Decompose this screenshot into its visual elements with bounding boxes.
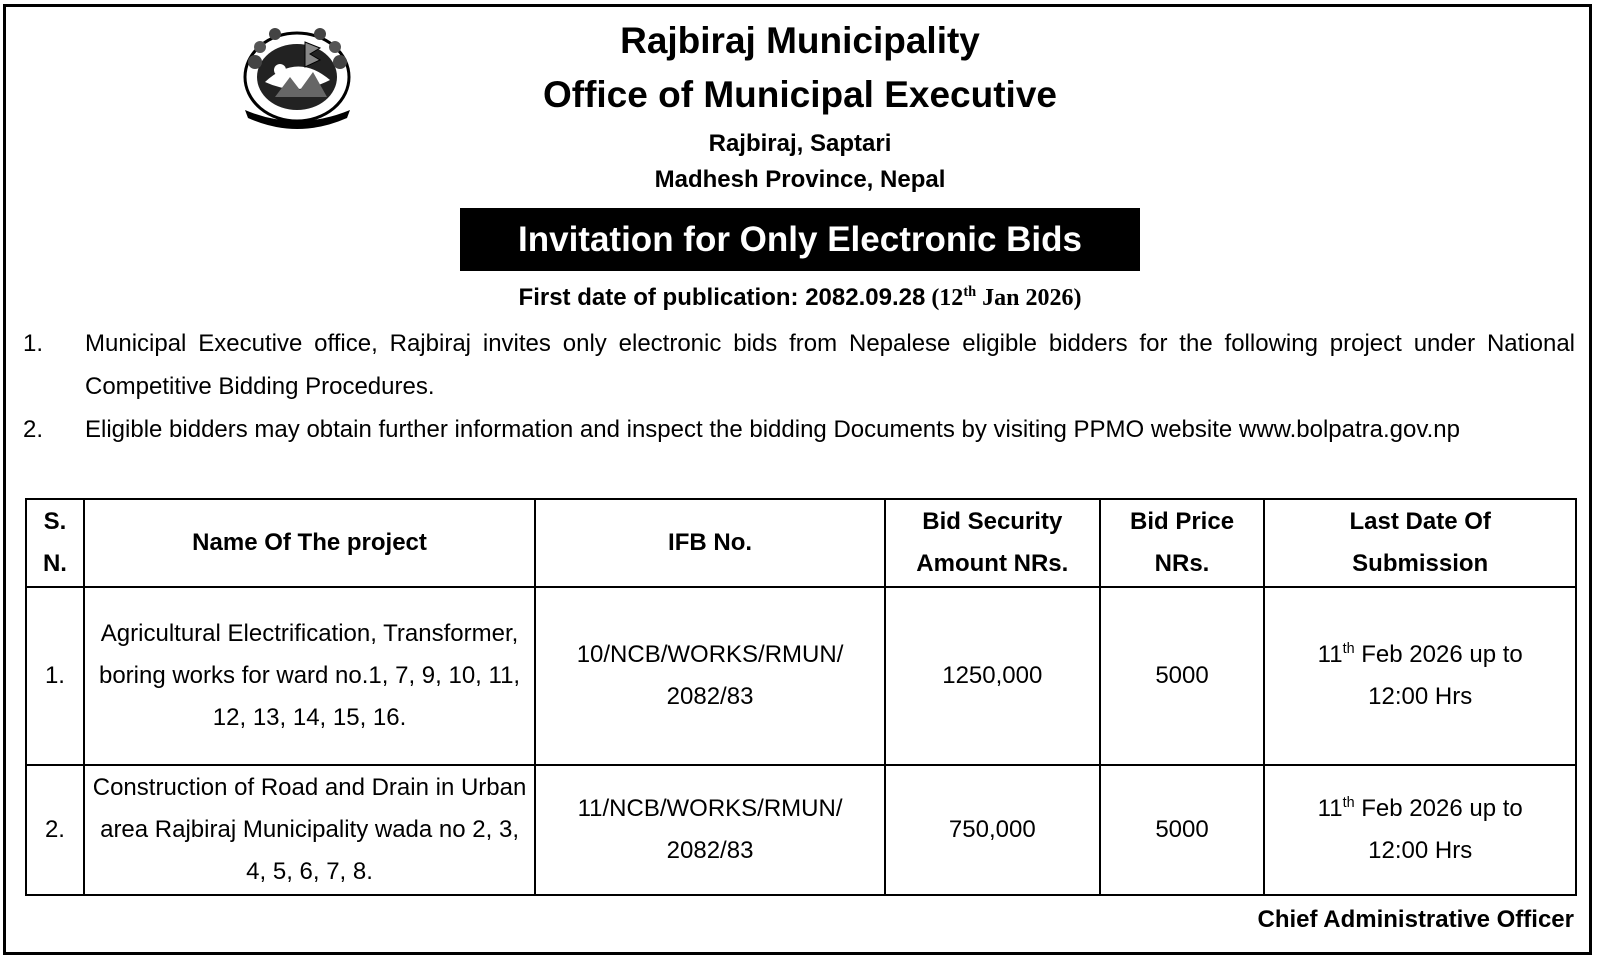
header-bid-price: Bid Price NRs. xyxy=(1100,499,1265,587)
cell-last-date: 11th Feb 2026 up to 12:00 Hrs xyxy=(1264,765,1576,895)
cell-project-name: Agricultural Electrification, Transformer, boring works for ward no.1, 7, 9, 10, 11, 12, 13, 14, 15, 16. xyxy=(84,587,535,765)
publication-label: First date of publication: 2082.09.28 xyxy=(518,284,926,311)
office-province: Madhesh Province, Nepal xyxy=(654,166,946,193)
paragraph-1 xyxy=(23,322,1575,408)
header-last-date: Last Date Of Submission xyxy=(1264,499,1576,587)
notice-title-banner: Invitation for Only Electronic Bids xyxy=(460,208,1140,271)
table-row xyxy=(26,765,1576,895)
paragraph-number: 2. xyxy=(23,416,44,443)
cell-bid-price: 5000 xyxy=(1100,765,1265,895)
bid-table xyxy=(25,498,1577,896)
table-row xyxy=(26,587,1576,765)
header-sn: S. N. xyxy=(26,499,84,587)
municipality-name: Rajbiraj Municipality xyxy=(620,20,980,61)
paragraph-2 xyxy=(23,408,1575,451)
office-name: Office of Municipal Executive xyxy=(542,74,1057,115)
cell-last-date: 11th Feb 2026 up to 12:00 Hrs xyxy=(1264,587,1576,765)
cell-bid-price: 5000 xyxy=(1100,587,1265,765)
paragraph-number: 1. xyxy=(23,330,44,357)
paragraph-text: Eligible bidders may obtain further information and inspect the bidding Documents by visiting PPMO website www.bolpatra.gov.np xyxy=(85,416,1460,443)
publication-date xyxy=(0,284,1600,312)
signatory-title: Chief Administrative Officer xyxy=(1257,906,1574,933)
publication-english-date: (12th Jan 2026) xyxy=(925,284,1082,311)
header-bid-security: Bid Security Amount NRs. xyxy=(885,499,1100,587)
cell-ifb-no: 11/NCB/WORKS/RMUN/ 2082/83 xyxy=(535,765,885,895)
cell-project-name: Construction of Road and Drain in Urban area Rajbiraj Municipality wada no 2, 3, 4, 5, 6, 7, 8. xyxy=(84,765,535,895)
cell-bid-security: 750,000 xyxy=(885,765,1100,895)
paragraph-text: Municipal Executive office, Rajbiraj invites only electronic bids from Nepalese eligible bidders for the following project under National Competitive Bidding Procedures. xyxy=(85,330,1575,400)
header-project-name: Name Of The project xyxy=(84,499,535,587)
header-ifb-no: IFB No. xyxy=(535,499,885,587)
table-header-row xyxy=(26,499,1576,587)
cell-sn: 2. xyxy=(26,765,84,895)
cell-sn: 1. xyxy=(26,587,84,765)
cell-ifb-no: 10/NCB/WORKS/RMUN/ 2082/83 xyxy=(535,587,885,765)
office-location: Rajbiraj, Saptari xyxy=(708,130,892,157)
cell-bid-security: 1250,000 xyxy=(885,587,1100,765)
